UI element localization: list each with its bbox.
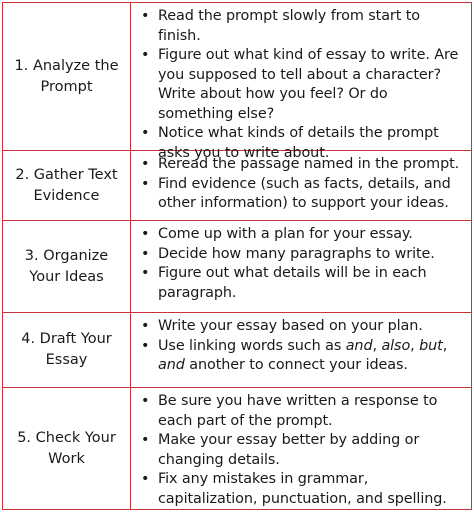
details-cell-1 — [131, 3, 471, 161]
step-cell-5 — [3, 388, 131, 509]
list-item: • Decide how many paragraphs to write. — [141, 245, 465, 265]
bullet-icon: • — [141, 432, 150, 448]
details-list-5 — [141, 392, 465, 509]
step-cell-2 — [3, 151, 131, 221]
step-label-1: 1. Analyze the Prompt — [14, 57, 119, 95]
details-list-3 — [141, 225, 465, 303]
details-list-4 — [141, 317, 465, 376]
details-cell-5 — [131, 388, 471, 509]
bullet-icon: • — [141, 226, 150, 242]
list-item: • Come up with a plan for your essay. — [141, 225, 465, 245]
bullet-icon: • — [141, 318, 150, 334]
writing-steps-table — [2, 2, 472, 510]
bullet-icon: • — [141, 245, 150, 262]
bullet-icon: • — [141, 265, 150, 281]
list-item: • Find evidence (such as facts, details, and other information) to support your ideas. — [141, 175, 451, 211]
details-list-1 — [141, 7, 465, 163]
details-cell-4 — [131, 313, 471, 388]
bullet-icon: • — [141, 8, 150, 24]
list-item: • Write your essay based on your plan. — [141, 317, 465, 337]
bullet-icon: • — [141, 47, 150, 63]
list-item: • Fix any mistakes in grammar, capitalization, punctuation, and spelling. — [141, 471, 447, 507]
list-item: • Reread the passage named in the prompt. — [141, 155, 465, 175]
details-list-2 — [141, 155, 465, 214]
bullet-icon: • — [141, 337, 150, 354]
bullet-icon: • — [141, 156, 150, 172]
bullet-icon: • — [141, 471, 150, 487]
list-item: • Be sure you have written a response to each part of the prompt. — [141, 393, 438, 429]
list-item: • Make your essay better by adding or changing details. — [141, 432, 420, 468]
bullet-icon: • — [141, 175, 150, 192]
list-item: • Notice what kinds of details the prompt asks you to write about. — [141, 125, 439, 161]
list-item: • Figure out what details will be in each paragraph. — [141, 265, 427, 301]
step-label-5: 5. Check Your Work — [17, 429, 116, 467]
step-cell-3 — [3, 221, 131, 313]
bullet-icon: • — [141, 125, 150, 141]
details-cell-3 — [131, 221, 471, 313]
list-item: • Use linking words such as and, also, but, and another to connect your ideas. — [141, 337, 448, 373]
step-cell-4 — [3, 313, 131, 388]
step-cell-1 — [3, 3, 131, 151]
bullet-icon: • — [141, 393, 150, 409]
step-label-3: 3. Organize Your Ideas — [24, 247, 109, 285]
step-label-2: 2. Gather Text Evidence — [15, 166, 118, 204]
step-label-4: 4. Draft Your Essay — [21, 331, 112, 368]
list-item: • Read the prompt slowly from start to finish. — [141, 8, 420, 44]
details-cell-2 — [131, 151, 471, 221]
list-item: • Figure out what kind of essay to write. Are you supposed to tell about a character? Write about how you feel? Or do something else? — [141, 47, 459, 122]
